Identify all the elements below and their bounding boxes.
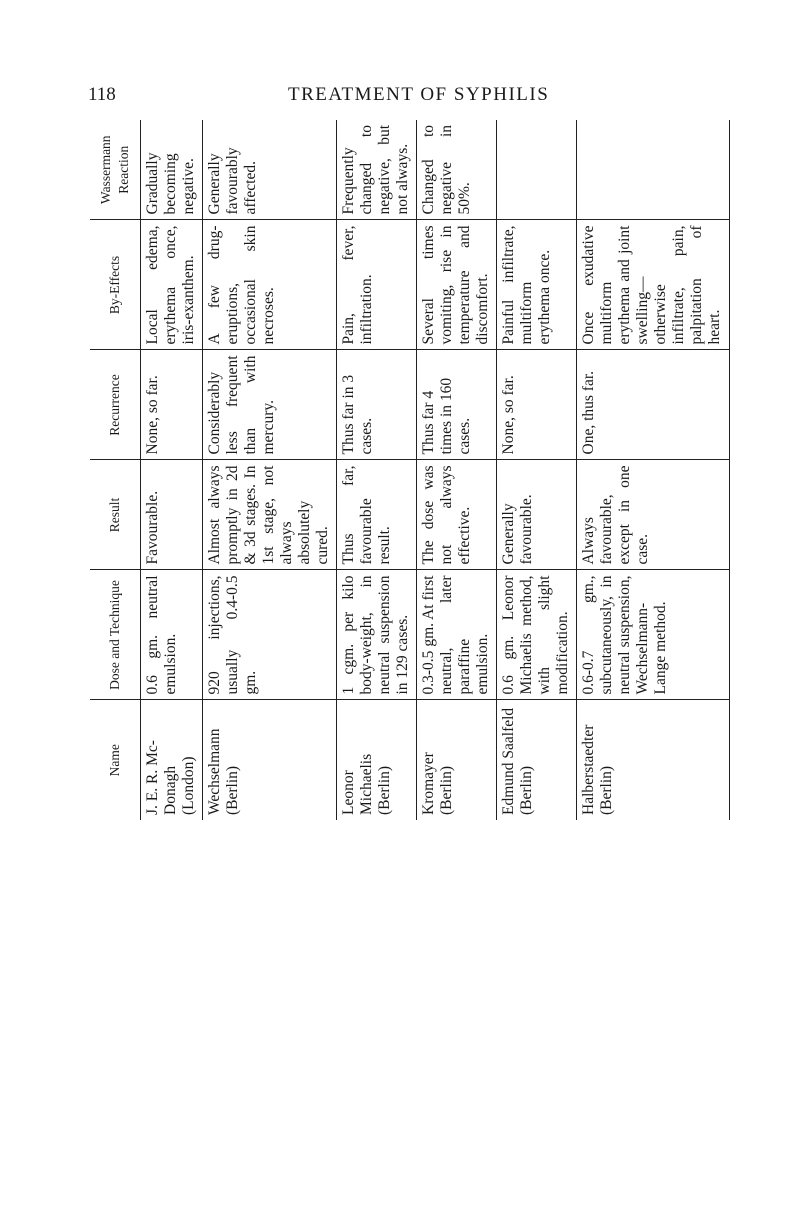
cell-wassermann (577, 120, 730, 220)
cell-name: Kromayer (Berlin) (417, 700, 497, 820)
cell-recurrence: Considerably less frequent than with mercury. (202, 350, 337, 460)
cell-recurrence: Thus far in 3 cases. (337, 350, 417, 460)
cell-dose: 0.6-0.7 gm., subcutaneously, in neutral suspension, Wechselmann-Lange method. (577, 570, 730, 700)
cell-dose: 0.6 gm. neutral emulsion. (141, 570, 203, 700)
cell-name: Leonor Michaelis (Berlin) (337, 700, 417, 820)
cell-dose: 1 cgm. per kilo body-weight, in neutral suspension in 129 cases. (337, 570, 417, 700)
cell-wassermann: Generally favourably affected. (202, 120, 337, 220)
cell-recurrence: None, so far. (497, 350, 577, 460)
cell-by-effects: A few drug-eruptions, occasional skin necroses. (202, 220, 337, 350)
column-header-result: Result (90, 460, 141, 570)
table-row (337, 120, 417, 820)
table-header-row (90, 120, 141, 820)
cell-wassermann (497, 120, 577, 220)
column-header-name: Name (90, 700, 141, 820)
rotated-table (90, 120, 730, 820)
column-header-wassermann: Wassermann Reaction (90, 120, 141, 220)
table-row (202, 120, 337, 820)
cell-recurrence: Thus far 4 times in 160 cases. (417, 350, 497, 460)
treatment-table (90, 120, 730, 820)
cell-wassermann: Gradually becoming negative. (141, 120, 203, 220)
cell-wassermann: Frequently changed to negative, but not always. (337, 120, 417, 220)
table-row (497, 120, 577, 820)
table-row (417, 120, 497, 820)
column-header-by-effects: By-Effects (90, 220, 141, 350)
cell-name: Halberstaedter (Berlin) (577, 700, 730, 820)
cell-result: The dose was not always effective. (417, 460, 497, 570)
cell-result: Always favourable, except in one case. (577, 460, 730, 570)
cell-result: Almost always promptly in 2d & 3d stages. In 1st stage, not always absolutely cured. (202, 460, 337, 570)
cell-by-effects: Pain, fever, infiltration. (337, 220, 417, 350)
cell-by-effects: Local edema, erythema once, iris-exanthem. (141, 220, 203, 350)
table-row (141, 120, 203, 820)
table-container (90, 120, 730, 820)
cell-dose: 0.3-0.5 gm. At first neutral, later paraffine emulsion. (417, 570, 497, 700)
cell-by-effects: Several times vomiting, rise in temperature and discomfort. (417, 220, 497, 350)
cell-name: Edmund Saalfeld (Berlin) (497, 700, 577, 820)
cell-name: Wechselmann (Berlin) (202, 700, 337, 820)
table-row (577, 120, 730, 820)
column-header-dose: Dose and Technique (90, 570, 141, 700)
cell-name: J. E. R. Mc-Donagh (London) (141, 700, 203, 820)
cell-by-effects: Once exudative multiform erythema and joint swelling—otherwise infiltrate, pain, palpitation of heart. (577, 220, 730, 350)
column-header-recurrence: Recurrence (90, 350, 141, 460)
cell-by-effects: Painful infiltrate, multiform erythema once. (497, 220, 577, 350)
cell-result: Thus far, favourable result. (337, 460, 417, 570)
cell-wassermann: Changed to negative in 50%. (417, 120, 497, 220)
cell-dose: 920 injections, usually 0.4-0.5 gm. (202, 570, 337, 700)
cell-recurrence: None, so far. (141, 350, 203, 460)
cell-recurrence: One, thus far. (577, 350, 730, 460)
running-title: TREATMENT OF SYPHILIS (288, 84, 550, 105)
page-number: 118 (88, 84, 116, 105)
cell-dose: 0.6 gm. Leonor Michaelis method, with slight modification. (497, 570, 577, 700)
cell-result: Favourable. (141, 460, 203, 570)
cell-result: Generally favourable. (497, 460, 577, 570)
page-header (88, 84, 728, 110)
